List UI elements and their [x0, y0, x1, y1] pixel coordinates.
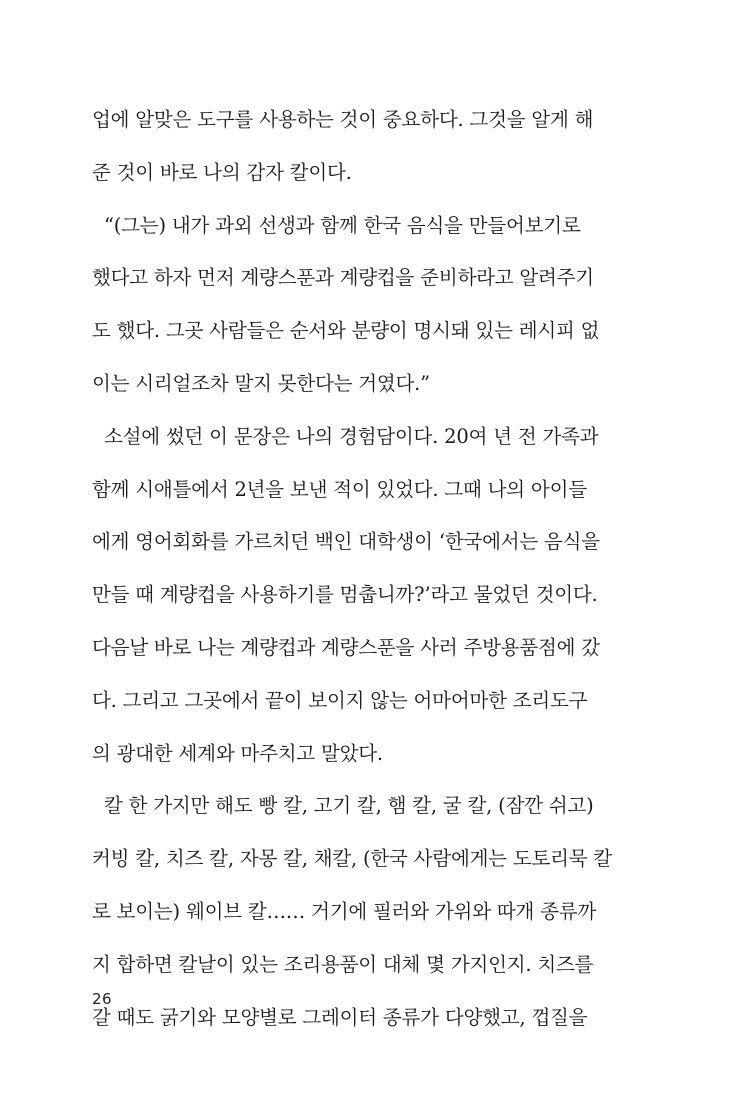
page-number: 26: [92, 990, 113, 1008]
text-line: 소설에 썼던 이 문장은 나의 경험담이다. 20여 년 전 가족과: [92, 424, 599, 448]
text-line: 다음날 바로 나는 계량컵과 계량스푼을 사러 주방용품점에 갔: [92, 635, 600, 659]
text-line: 칼 한 가지만 해도 빵 칼, 고기 칼, 햄 칼, 굴 칼, (잠깐 쉬고): [92, 794, 594, 818]
text-line: 이는 시리얼조차 말지 못한다는 거였다.”: [92, 371, 430, 395]
text-line: 다. 그리고 그곳에서 끝이 보이지 않는 어마어마한 조리도구: [92, 688, 588, 712]
text-line: 커빙 칼, 치즈 칼, 자몽 칼, 채칼, (한국 사람에게는 도토리묵 칼: [92, 847, 613, 871]
text-line: 만들 때 계량컵을 사용하기를 멈춥니까?’라고 물었던 것이다.: [92, 583, 598, 607]
text-line: 했다고 하자 먼저 계량스푼과 계량컵을 준비하라고 알려주기: [92, 266, 594, 290]
text-line: 에게 영어회화를 가르치던 백인 대학생이 ‘한국에서는 음식을: [92, 530, 600, 554]
text-line: 의 광대한 세계와 마주치고 말았다.: [92, 741, 383, 765]
text-line: 업에 알맞은 도구를 사용하는 것이 중요하다. 그것을 알게 해: [92, 108, 594, 131]
text-line: 도 했다. 그곳 사람들은 순서와 분량이 명시돼 있는 레시피 없: [92, 319, 600, 343]
text-line: 로 보이는) 웨이브 칼…… 거기에 필러와 가위와 따개 종류까: [92, 899, 597, 923]
text-line: “(그는) 내가 과외 선생과 함께 한국 음식을 만들어보기로: [92, 213, 581, 237]
text-line: 갈 때도 굵기와 모양별로 그레이터 종류가 다양했고, 껍질을: [92, 1005, 588, 1029]
body-text: [92, 100, 612, 1050]
text-line: 준 것이 바로 나의 감자 칼이다.: [92, 160, 352, 184]
text-line: 지 합하면 칼날이 있는 조리용품이 대체 몇 가지인지. 치즈를: [92, 952, 594, 976]
text-line: 함께 시애틀에서 2년을 보낸 적이 있었다. 그때 나의 아이들: [92, 477, 587, 501]
